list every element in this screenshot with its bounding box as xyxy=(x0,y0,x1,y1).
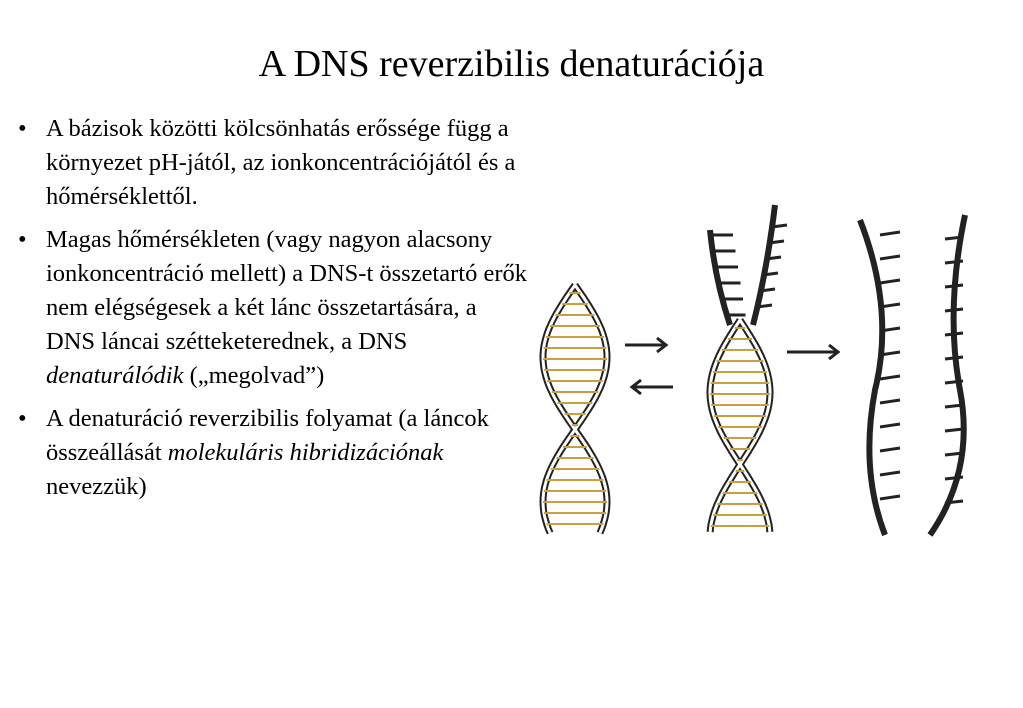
base-stub xyxy=(880,496,900,499)
reverse-arrow-icon xyxy=(632,380,673,394)
base-stub xyxy=(945,501,963,503)
base-stub xyxy=(880,256,900,259)
bullet-text-1: A bázisok közötti kölcsönhatás erőssége függ a környezet pH-jától, az ionkoncentrációjától és a hőmérséklettől. xyxy=(46,115,516,210)
base-stub xyxy=(945,381,963,383)
base-stub xyxy=(945,261,963,263)
bullet-marker: • xyxy=(18,115,27,142)
separated-strands xyxy=(860,215,965,535)
base-stub xyxy=(772,225,787,227)
dna-denaturation-illustration xyxy=(535,190,1005,550)
open-strand-left xyxy=(710,230,730,325)
bullet-list xyxy=(18,112,528,513)
bullet-text-2-after: („megolvad”) xyxy=(183,362,325,389)
base-stub xyxy=(769,241,784,243)
forward-arrow-icon xyxy=(625,338,666,352)
slide-title: A DNS reverzibilis denaturációja xyxy=(258,43,765,85)
bullet-text-2-italic: denaturálódik xyxy=(46,362,184,389)
bullet-text-3-before: A denaturáció reverzibilis folyamat (a láncok összeállását xyxy=(46,405,489,466)
base-stub xyxy=(880,376,900,379)
base-stub xyxy=(760,289,775,291)
base-stub xyxy=(945,333,963,335)
bullet-marker: • xyxy=(18,405,27,432)
partially-melted-helix xyxy=(710,205,787,532)
bullet-text-3-italic: molekuláris hibridizációnak xyxy=(167,439,444,466)
base-stub xyxy=(945,309,963,311)
base-stub xyxy=(945,453,963,455)
bullet-text-3-after: nevezzük) xyxy=(46,473,147,500)
base-stub xyxy=(945,429,963,431)
bullet-text-2-before: Magas hőmérsékleten (vagy nagyon alacsony ionkoncentráció mellett) a DNS-t összetartó erők nem elégségesek a két lánc összetartására, a DNS láncai szétteketerednek, a DNS xyxy=(46,226,527,355)
bullet-marker: • xyxy=(18,226,27,253)
base-stub xyxy=(880,400,900,403)
double-helix xyxy=(543,285,607,533)
base-stub xyxy=(880,280,900,283)
base-stub xyxy=(880,472,900,475)
bullet-item-1 xyxy=(18,112,528,214)
base-stub xyxy=(945,405,963,407)
forward-arrow-icon-2 xyxy=(787,345,838,359)
bullet-item-2 xyxy=(18,223,528,393)
base-stub xyxy=(880,448,900,451)
base-stub xyxy=(945,285,963,287)
base-stub xyxy=(945,357,963,359)
base-stub xyxy=(766,257,781,259)
base-stub xyxy=(757,305,772,307)
base-stub xyxy=(880,424,900,427)
base-stub xyxy=(880,232,900,235)
bullet-item-3 xyxy=(18,402,528,504)
base-stub xyxy=(945,477,963,479)
base-stub xyxy=(763,273,778,275)
base-stub xyxy=(945,237,963,239)
